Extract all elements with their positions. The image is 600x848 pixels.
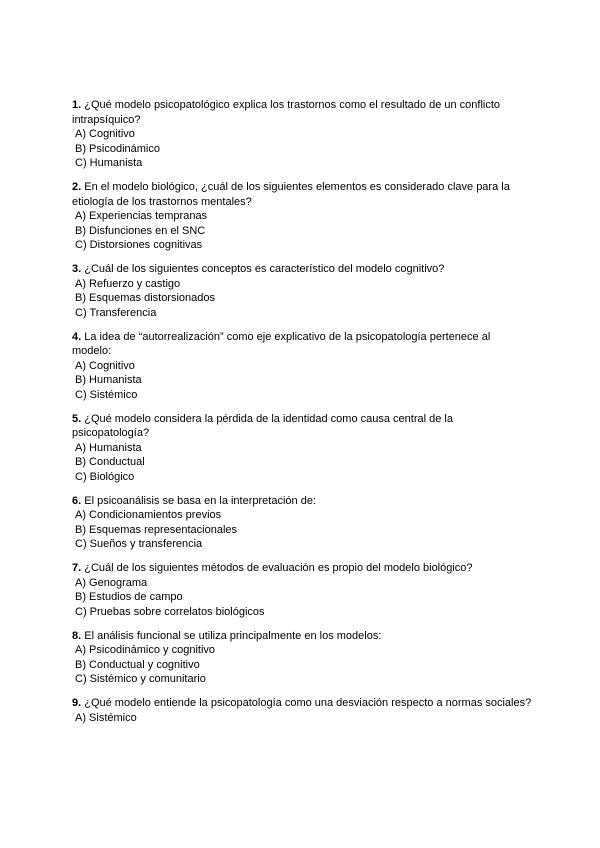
- answer-option: C) Sueños y transferencia: [75, 538, 203, 550]
- question-body: ¿Cuál de los siguientes conceptos es característico del modelo cognitivo?: [81, 263, 445, 275]
- question-2: [72, 180, 532, 253]
- answer-option: B) Esquemas representacionales: [75, 523, 238, 536]
- question-3: [72, 262, 532, 320]
- answer-option: B) Humanista: [75, 374, 142, 386]
- question-body: El análisis funcional se utiliza principalmente en los modelos:: [81, 629, 382, 642]
- answer-option: A) Experiencias tempranas: [75, 210, 208, 222]
- question-text: [72, 629, 532, 644]
- answer-option: A) Cognitivo: [75, 359, 135, 372]
- question-number: 2.: [72, 181, 82, 193]
- question-number: 6.: [72, 494, 82, 507]
- question-body: ¿Cuál de los siguientes métodos de evaluación es propio del modelo biológico?: [81, 562, 473, 574]
- question-text: [72, 696, 532, 711]
- question-number: 7.: [72, 562, 82, 574]
- question-text: [72, 412, 532, 441]
- question-number: 5.: [72, 412, 82, 425]
- question-text: [72, 494, 532, 509]
- question-body: El psicoanálisis se basa en la interpretación de:: [81, 494, 316, 507]
- answer-option: C) Humanista: [75, 157, 143, 169]
- answer-option: C) Sistémico y comunitario: [75, 673, 206, 685]
- question-body: La idea de “autorrealización” como eje explicativo de la psicopatología pertenece al modelo:: [72, 330, 491, 357]
- question-text: [72, 561, 532, 576]
- question-5: [72, 412, 532, 485]
- answer-option: B) Esquemas distorsionados: [75, 292, 216, 304]
- question-4: [72, 330, 532, 403]
- answer-option: A) Refuerzo y castigo: [75, 277, 181, 290]
- answer-option: B) Conductual: [75, 456, 145, 468]
- question-text: [72, 262, 532, 277]
- question-9: [72, 696, 532, 725]
- answer-option: C) Transferencia: [75, 306, 157, 319]
- question-1: [72, 98, 532, 171]
- answer-option: C) Biológico: [75, 470, 135, 483]
- answer-option: C) Sistémico: [75, 388, 138, 401]
- answer-option: A) Psicodinámico y cognitivo: [75, 644, 216, 656]
- question-number: 3.: [72, 263, 82, 275]
- answer-option: A) Genograma: [75, 576, 148, 589]
- question-number: 4.: [72, 330, 82, 343]
- question-number: 8.: [72, 629, 82, 642]
- answer-option: C) Pruebas sobre correlatos biológicos: [75, 605, 265, 618]
- question-body: ¿Qué modelo entiende la psicopatología como una desviación respecto a normas sociales?: [81, 697, 532, 709]
- question-number: 9.: [72, 697, 82, 709]
- document-page: [72, 98, 532, 735]
- question-body: ¿Qué modelo psicopatológico explica los trastornos como el resultado de un conflicto intrapsíquico?: [72, 99, 501, 126]
- question-text: [72, 180, 532, 209]
- answer-option: A) Condicionamientos previos: [75, 509, 222, 521]
- question-body: En el modelo biológico, ¿cuál de los siguientes elementos es considerado clave para la etiología de los trastornos mentales?: [72, 181, 510, 208]
- answer-option: B) Disfunciones en el SNC: [75, 224, 206, 237]
- question-7: [72, 561, 532, 619]
- question-text: [72, 98, 532, 127]
- question-number: 1.: [72, 99, 82, 111]
- question-6: [72, 494, 532, 552]
- question-8: [72, 629, 532, 687]
- answer-option: B) Estudios de campo: [75, 591, 183, 603]
- answer-option: B) Conductual y cognitivo: [75, 658, 200, 671]
- question-body: ¿Qué modelo considera la pérdida de la identidad como causa central de la psicopatología?: [72, 412, 453, 439]
- question-text: [72, 330, 532, 359]
- answer-option: B) Psicodinámico: [75, 142, 160, 155]
- answer-option: C) Distorsiones cognitivas: [75, 239, 203, 251]
- answer-option: A) Humanista: [75, 441, 142, 454]
- answer-option: A) Sistémico: [75, 711, 137, 724]
- answer-option: A) Cognitivo: [75, 128, 135, 140]
